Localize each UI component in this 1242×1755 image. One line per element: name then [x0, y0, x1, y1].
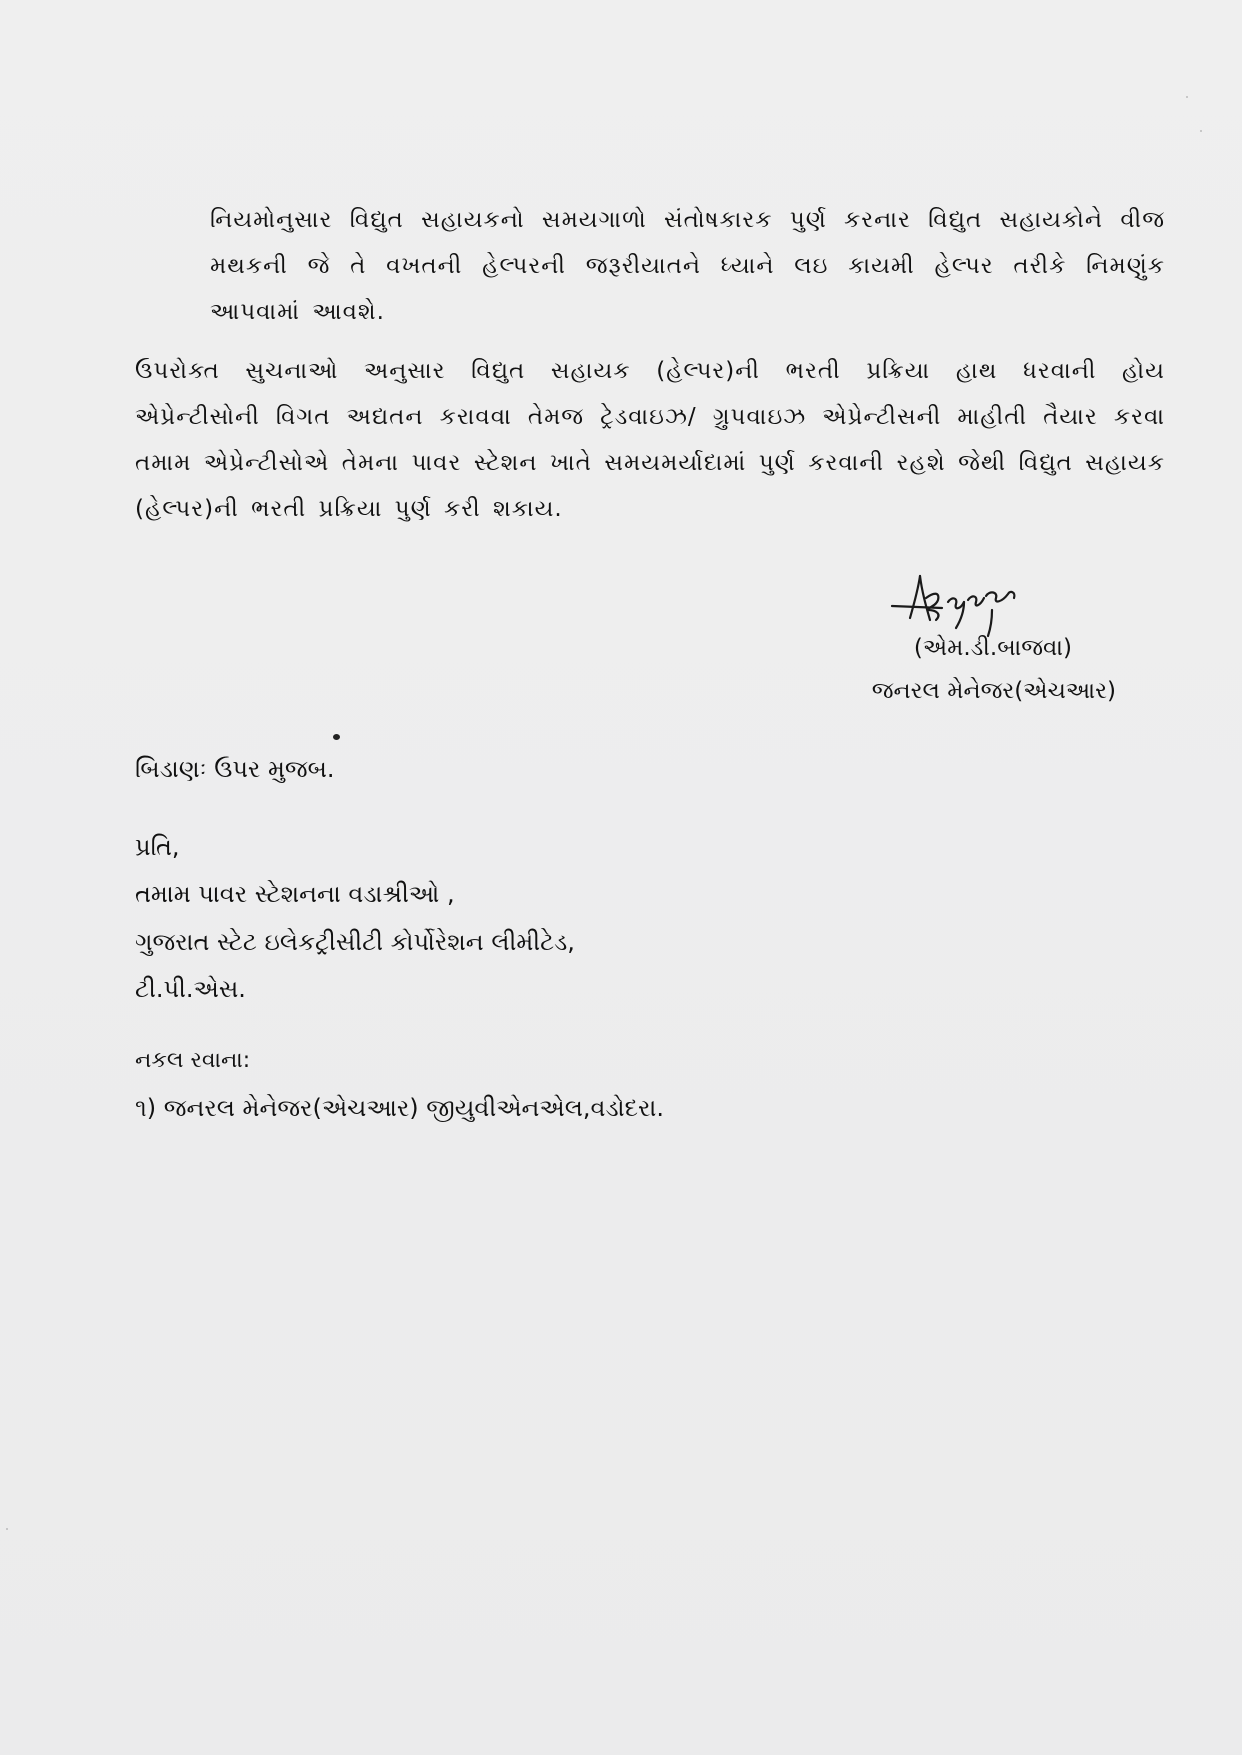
recipient-line: તમામ પાવર સ્ટેશનના વડાશ્રીઓ , [135, 880, 455, 908]
scan-speck [1200, 130, 1202, 132]
recipients-label: પ્રતિ, [135, 833, 180, 861]
recipient-line: ટી.પી.એસ. [135, 975, 246, 1003]
signatory-name: (એમ.ડી.બાજવા) [913, 635, 1072, 661]
copy-to-line: ૧) જનરલ મેનેજર(એચઆર) જીયુવીએનએલ,વડોદરા. [135, 1094, 664, 1122]
signatory-title: જનરલ મેનેજર(એચઆર) [871, 678, 1116, 704]
recipient-line: ગુજરાત સ્ટેટ ઇલેકટ્રીસીટી કોર્પોરેશન લીમીટેડ, [135, 928, 575, 956]
copy-to-label: નકલ રવાના: [135, 1048, 251, 1073]
ink-mark [333, 734, 340, 740]
body-paragraph-2: ઉપરોક્ત સુચનાઓ અનુસાર વિદ્યુત સહાયક (હેલ્પર)ની ભરતી પ્રક્રિયા હાથ ધરવાની હોય એપ્રેન્ટીસોની વિગત અદ્યતન કરાવવા તેમજ ટ્રેડવાઇઝ/ ગ્રુપવાઇઝ એપ્રેન્ટીસની માહીતી તૈયાર કરવા તમામ એપ્રેન્ટીસોએ તેમના પાવર સ્ટેશન ખાતે સમયમર્યાદામાં પુર્ણ કરવાની રહશે જેથી વિદ્યુત સહાયક (હેલ્પર)ની ભરતી પ્રક્રિયા પુર્ણ કરી શકાય. [135, 358, 1165, 522]
scan-speck [1186, 96, 1188, 98]
handwritten-signature [880, 570, 1080, 640]
scan-speck [6, 1528, 8, 1530]
body-paragraph-1: નિયમોનુસાર વિદ્યુત સહાયકનો સમયગાળો સંતોષકારક પુર્ણ કરનાર વિદ્યુત સહાયકોને વીજ મથકની જે તે વખતની હેલ્પરની જરૂરીયાતને ધ્યાને લઇ કાયમી હેલ્પર તરીકે નિમણુંક આપવામાં આવશે. [210, 207, 1165, 325]
signature-block [820, 570, 1120, 720]
enclosure-line: બિડાણઃ ઉપર મુજબ. [135, 755, 335, 783]
